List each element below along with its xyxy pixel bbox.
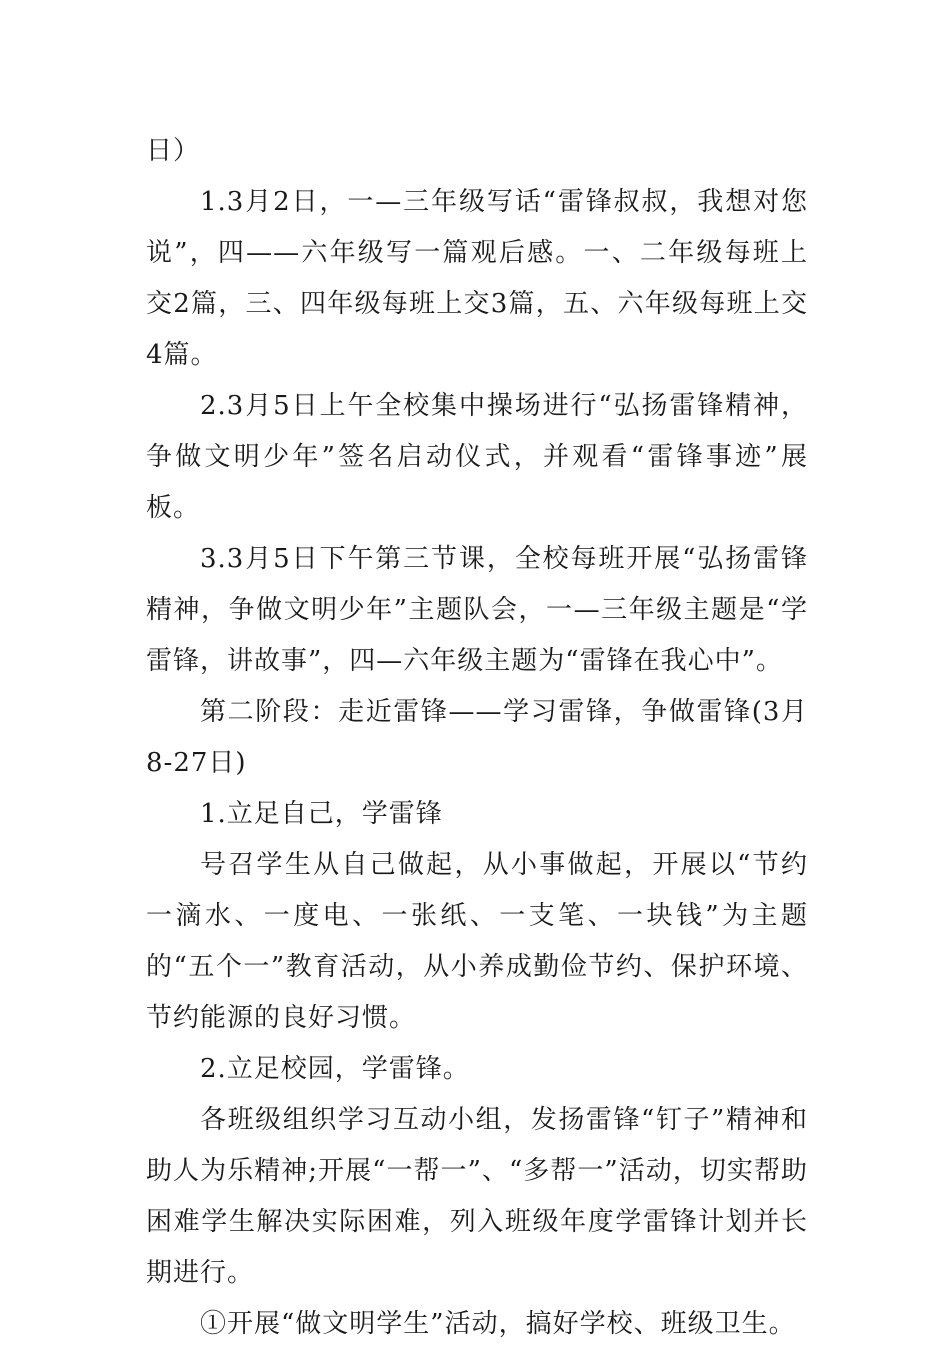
document-body xyxy=(146,126,808,1350)
paragraph-subheading-campus: 2.立足校园，学雷锋。 xyxy=(200,1054,470,1084)
paragraph-subheading-self: 1.立足自己，学雷锋 xyxy=(200,799,443,829)
paragraph-stage-two-heading: 第二阶段：走近雷锋——学习雷锋，争做雷锋(3月8-27日) xyxy=(146,697,808,778)
paragraph-item-1-writing: 1.3月2日，一—三年级写话“雷锋叔叔，我想对您说”，四——六年级写一篇观后感。一、二年级每班上交2篇，三、四年级每班上交3篇，五、六年级每班上交4篇。 xyxy=(146,187,808,370)
paragraph-item-3-class-meeting: 3.3月5日下午第三节课，全校每班开展“弘扬雷锋精神，争做文明少年”主题队会，一—三年级主题是“学雷锋，讲故事”，四—六年级主题为“雷锋在我心中”。 xyxy=(146,544,808,676)
paragraph-date-tail: 日） xyxy=(146,136,201,166)
paragraph-item-2-ceremony: 2.3月5日上午全校集中操场进行“弘扬雷锋精神，争做文明少年”签名启动仪式，并观看“雷锋事迹”展板。 xyxy=(146,391,808,523)
paragraph-five-ones: 号召学生从自己做起，从小事做起，开展以“节约一滴水、一度电、一张纸、一支笔、一块钱”为主题的“五个一”教育活动，从小养成勤俭节约、保护环境、节约能源的良好习惯。 xyxy=(146,850,808,1033)
paragraph-civilized-student: ①开展“做文明学生”活动，搞好学校、班级卫生。 xyxy=(200,1309,796,1339)
paragraph-study-groups: 各班级组织学习互动小组，发扬雷锋“钉子”精神和助人为乐精神;开展“一帮一”、“多帮一”活动，切实帮助困难学生解决实际困难，列入班级年度学雷锋计划并长期进行。 xyxy=(146,1105,808,1288)
